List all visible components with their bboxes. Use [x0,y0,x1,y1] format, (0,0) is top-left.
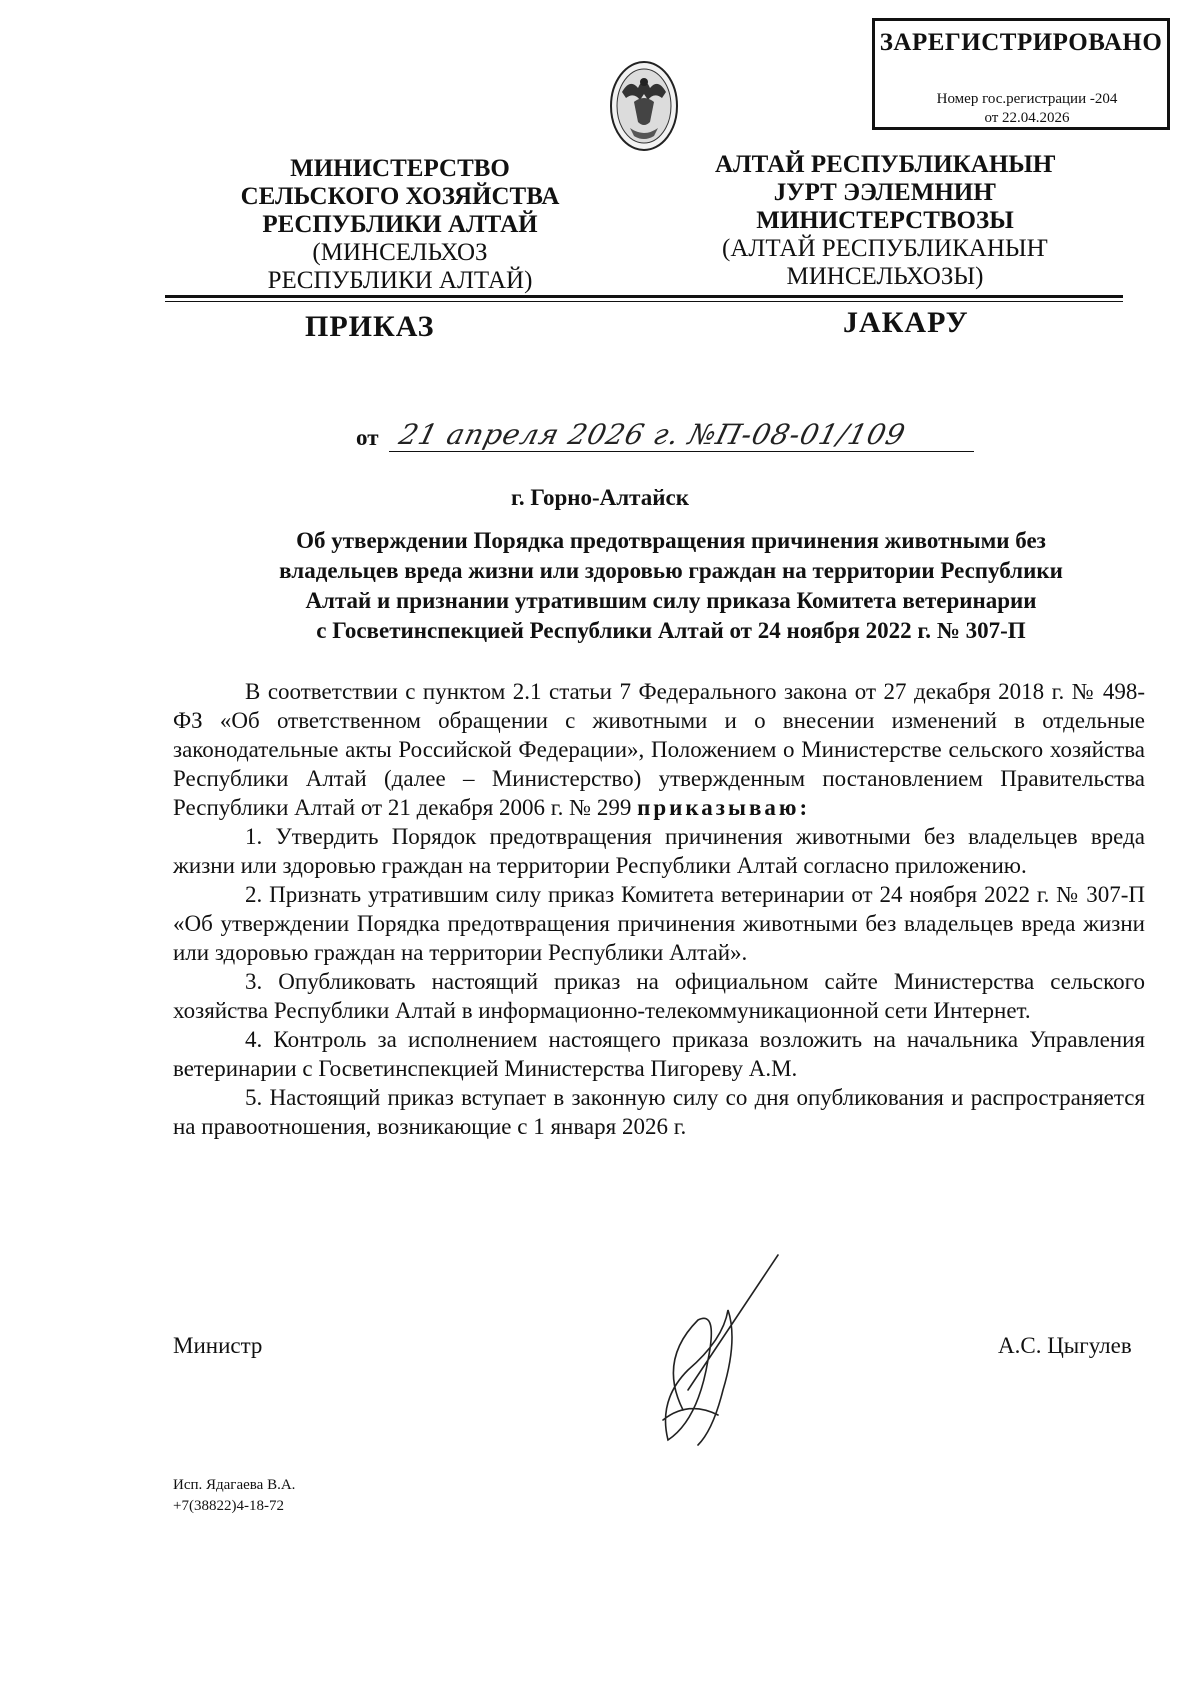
order-title-russian: ПРИКАЗ [305,310,435,343]
date-prefix: от [356,425,379,450]
header-right-line: ЈУРТ ЭЭЛЕМНИҤ [773,179,997,206]
item-paragraph: 1. Утвердить Порядок предотвращения причинения животными без владельцев вреда жизни или здоровью граждан на территории Республики Алтай согласно приложению. [173,824,1145,878]
header-right-line: (АЛТАЙ РЕСПУБЛИКАНЫҤ [722,235,1048,262]
signer-position: Министр [173,1333,263,1358]
title-line: Об утверждении Порядка предотвращения причинения животными без [296,528,1046,553]
stamp-registration-date: от 22.04.2026 [984,110,1070,126]
executor-phone: +7(38822)4-18-72 [173,1498,284,1514]
signer-name: А.С. Цыгулев [998,1333,1132,1358]
order-title-altai: ЈАКАРУ [843,306,969,339]
registration-stamp [872,18,1170,130]
item-paragraph: 2. Признать утратившим силу приказ Комитета ветеринарии от 24 ноября 2022 г. № 307-П «Об утверждении Порядка предотвращения причинения животными без владельцев вреда жизни или здоровью граждан на территории Республики Алтай». [173,882,1145,965]
intro-text: В соответствии с пунктом 2.1 статьи 7 Федерального закона от 27 декабря 2018 г. № 498-ФЗ «Об ответственном обращении с животными и о внесении изменений в отдельные законодательные акты Российской Федерации», Положением о Министерстве сельского хозяйства Республики Алтай (далее – Министерство) утвержденным постановлением Правительства Республики Алтай от 21 декабря 2006 г. № 299 [173,679,1145,820]
handwritten-signature-icon [628,1250,788,1450]
order-word: приказываю: [637,795,811,820]
header-left-line: РЕСПУБЛИКИ АЛТАЙ [262,211,538,238]
date-underline [389,451,974,452]
item-paragraph: 4. Контроль за исполнением настоящего приказа возложить на начальника Управления ветеринарии с Госветинспекцией Министерства Пигореву А.М. [173,1027,1145,1081]
executor-info [173,1475,295,1517]
stamp-title: ЗАРЕГИСТРИРОВАНО [879,29,1163,56]
document-body [173,677,1145,1141]
header-right-line: МИНИСТЕРСТВОЗЫ [756,207,1014,234]
header-left-line: РЕСПУБЛИКИ АЛТАЙ) [267,267,533,294]
stamp-registration-number: Номер гос.регистрации -204 [936,91,1118,107]
ministry-header-altai [715,151,1055,291]
header-divider [165,295,1123,302]
header-right-line: АЛТАЙ РЕСПУБЛИКАНЫҤ [715,151,1056,178]
city-name: г. Горно-Алтайск [511,485,689,510]
title-line: Алтай и признании утратившим силу приказа Комитета ветеринарии [305,588,1037,613]
title-line: с Госветинспекцией Республики Алтай от 24 ноября 2022 г. № 307-П [316,618,1026,643]
document-title [196,526,1146,646]
header-left-line: (МИНСЕЛЬХОЗ [312,239,488,266]
title-line: владельцев вреда жизни или здоровью граждан на территории Республики [279,558,1063,583]
executor-name: Исп. Ядагаева В.А. [173,1477,296,1493]
item-paragraph: 3. Опубликовать настоящий приказ на официальном сайте Министерства сельского хозяйства Республики Алтай в информационно-телекоммуникационной сети Интернет. [173,969,1145,1023]
ministry-header-russian [200,155,600,295]
header-left-line: МИНИСТЕРСТВО [290,155,510,182]
intro-paragraph [173,677,1145,822]
handwritten-date-number: 21 апреля 2026 г. №П-08-01/109 [395,418,910,451]
item-paragraph: 5. Настоящий приказ вступает в законную силу со дня опубликования и распространяется на правоотношения, возникающие с 1 января 2026 г. [173,1085,1145,1139]
header-left-line: СЕЛЬСКОГО ХОЗЯЙСТВА [240,183,560,210]
header-right-line: МИНСЕЛЬХОЗЫ) [786,263,984,290]
coat-of-arms-emblem-icon [608,58,680,152]
